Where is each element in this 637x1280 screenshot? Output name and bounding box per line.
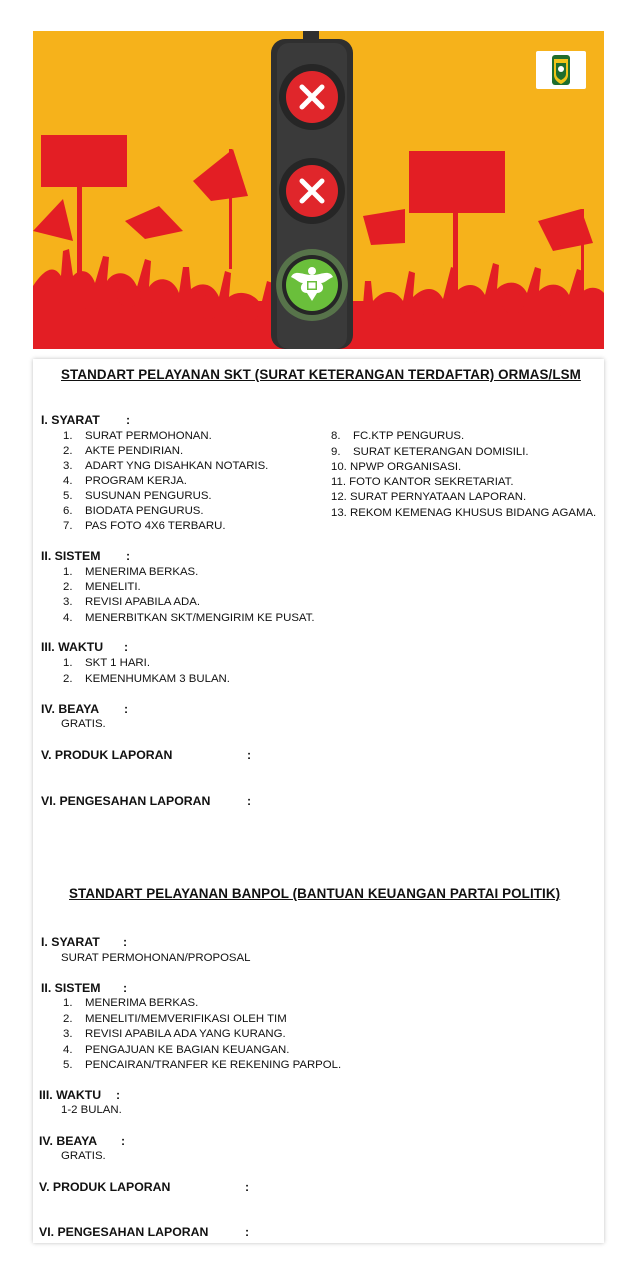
doc1-syarat-item: 7. PAS FOTO 4X6 TERBARU. — [63, 520, 226, 532]
doc2-title: STANDART PELAYANAN BANPOL (BANTUAN KEUANGAN PARTAI POLITIK) — [69, 886, 561, 901]
doc1-sistem-colon: : — [126, 549, 131, 563]
doc1-waktu-item: 2. KEMENHUMKAM 3 BULAN. — [63, 673, 230, 685]
doc2-pengesahan-heading: VI. PENGESAHAN LAPORAN — [39, 1225, 209, 1239]
doc1-syarat-colon: : — [126, 413, 131, 427]
doc1-beaya-value: GRATIS. — [61, 718, 106, 730]
doc1-sistem-item: 1. MENERIMA BERKAS. — [63, 566, 199, 578]
doc1-waktu-heading: III. WAKTU — [41, 640, 104, 654]
doc1-sistem-heading: II. SISTEM — [41, 549, 101, 563]
doc2-beaya-colon: : — [121, 1134, 126, 1148]
doc2-sistem-item: 2. MENELITI/MEMVERIFIKASI OLEH TIM — [63, 1013, 287, 1025]
doc1-syarat-heading: I. SYARAT — [41, 413, 100, 427]
doc1-syarat-item: 12. SURAT PERNYATAAN LAPORAN. — [331, 491, 527, 503]
doc1-waktu-item: 1. SKT 1 HARI. — [63, 657, 150, 669]
doc2-beaya-heading: IV. BEAYA — [39, 1134, 98, 1148]
doc1-produk-heading: V. PRODUK LAPORAN — [41, 748, 173, 762]
service-standard-document — [33, 359, 604, 1243]
doc2-waktu-colon: : — [116, 1088, 121, 1102]
doc1-sistem-item: 2. MENELITI. — [63, 581, 141, 593]
doc1-sistem-item: 4. MENERBITKAN SKT/MENGIRIM KE PUSAT. — [63, 612, 315, 624]
doc1-produk-colon: : — [247, 748, 252, 762]
doc1-pengesahan-colon: : — [247, 794, 252, 808]
traffic-light — [271, 31, 353, 349]
doc2-sistem-item: 4. PENGAJUAN KE BAGIAN KEUANGAN. — [63, 1044, 290, 1056]
doc1-syarat-item: 8. FC.KTP PENGURUS. — [331, 430, 465, 442]
doc1-syarat-item: 13. REKOM KEMENAG KHUSUS BIDANG AGAMA. — [331, 507, 597, 519]
hero-banner — [33, 31, 604, 349]
doc1-title: STANDART PELAYANAN SKT (SURAT KETERANGAN TERDAFTAR) ORMAS/LSM — [61, 367, 581, 382]
doc2-pengesahan-colon: : — [245, 1225, 250, 1239]
doc1-syarat-item: 3. ADART YNG DISAHKAN NOTARIS. — [63, 460, 269, 472]
doc2-waktu-value: 1-2 BULAN. — [61, 1104, 122, 1116]
government-logo-icon — [536, 51, 586, 89]
doc2-produk-heading: V. PRODUK LAPORAN — [39, 1180, 171, 1194]
doc2-sistem-item: 3. REVISI APABILA ADA YANG KURANG. — [63, 1028, 286, 1040]
doc2-produk-colon: : — [245, 1180, 250, 1194]
doc2-waktu-heading: III. WAKTU — [39, 1088, 102, 1102]
doc1-syarat-item: 11. FOTO KANTOR SEKRETARIAT. — [331, 476, 514, 488]
doc1-syarat-item: 9. SURAT KETERANGAN DOMISILI. — [331, 446, 529, 458]
doc2-beaya-value: GRATIS. — [61, 1150, 106, 1162]
doc2-syarat-value: SURAT PERMOHONAN/PROPOSAL — [61, 952, 251, 964]
doc1-sistem-item: 3. REVISI APABILA ADA. — [63, 596, 201, 608]
doc2-sistem-item: 1. MENERIMA BERKAS. — [63, 997, 199, 1009]
doc1-beaya-colon: : — [124, 702, 129, 716]
doc1-syarat-item: 1. SURAT PERMOHONAN. — [63, 430, 212, 442]
doc1-waktu-colon: : — [124, 640, 129, 654]
doc1-pengesahan-heading: VI. PENGESAHAN LAPORAN — [41, 794, 211, 808]
doc2-syarat-colon: : — [123, 935, 128, 949]
doc2-sistem-item: 5. PENCAIRAN/TRANFER KE REKENING PARPOL. — [63, 1059, 342, 1071]
protest-illustration — [33, 31, 604, 349]
doc1-syarat-item: 4. PROGRAM KERJA. — [63, 475, 187, 487]
doc1-syarat-item: 2. AKTE PENDIRIAN. — [63, 445, 184, 457]
doc2-sistem-colon: : — [123, 981, 128, 995]
doc2-syarat-heading: I. SYARAT — [41, 935, 100, 949]
doc1-syarat-item: 5. SUSUNAN PENGURUS. — [63, 490, 212, 502]
doc1-syarat-item: 10. NPWP ORGANISASI. — [331, 461, 462, 473]
doc2-sistem-heading: II. SISTEM — [41, 981, 101, 995]
doc1-beaya-heading: IV. BEAYA — [41, 702, 100, 716]
doc1-syarat-item: 6. BIODATA PENGURUS. — [63, 505, 204, 517]
